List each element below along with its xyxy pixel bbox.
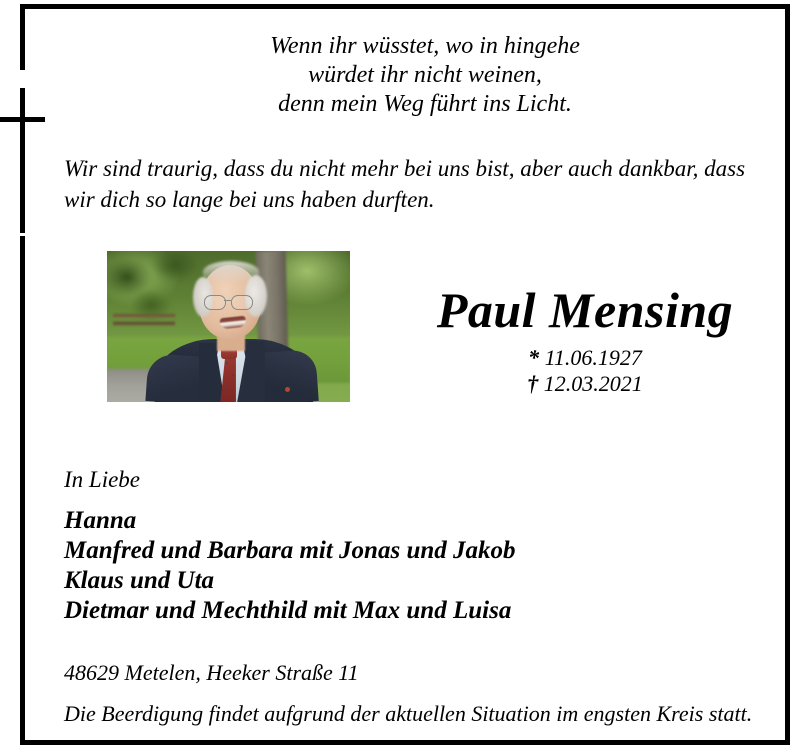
cross-icon-arm <box>0 117 45 122</box>
death-date-line <box>400 371 770 397</box>
mourner-line: Hanna <box>64 507 137 534</box>
death-date-value: 12.03.2021 <box>543 371 643 396</box>
photo-lapel-pin <box>285 387 290 392</box>
frame-border-right <box>785 4 790 745</box>
birth-date-value: 11.06.1927 <box>544 345 642 370</box>
mourners-list <box>64 506 516 626</box>
verse-line-3: denn mein Weg führt ins Licht. <box>278 91 572 117</box>
frame-border-left-lower <box>20 236 25 745</box>
mourner-line: Dietmar und Mechthild mit Max und Luisa <box>64 597 512 624</box>
gratitude-paragraph: Wir sind traurig, dass du nicht mehr bei uns bist, aber auch dankbar, dass wir dich so lange bei uns haben durften. <box>64 156 746 212</box>
address-line: 48629 Metelen, Heeker Straße 11 <box>64 660 359 685</box>
photo-suit-shoulder-left <box>145 353 206 402</box>
deceased-portrait-photo <box>107 251 350 402</box>
mourner-line: Klaus und Uta <box>64 567 215 594</box>
photo-park-bench <box>113 309 175 335</box>
deceased-name: Paul Mensing <box>436 282 734 338</box>
photo-suit-shoulder-right <box>257 349 318 402</box>
verse-line-2: würdet ihr nicht weinen, <box>308 62 542 88</box>
verse-line-1: Wenn ihr wüsstet, wo in hingehe <box>270 33 580 59</box>
photo-eyeglass-bridge <box>224 300 231 301</box>
life-dates <box>400 345 770 397</box>
funeral-note: Die Beerdigung findet aufgrund der aktuellen Situation im engsten Kreis statt. <box>64 701 753 726</box>
frame-border-left-upper <box>20 4 25 70</box>
mourner-line: Manfred und Barbara mit Jonas und Jakob <box>64 537 516 564</box>
memorial-verse <box>165 32 685 119</box>
birth-star-icon: * <box>528 345 540 370</box>
photo-eyeglass-lens-right <box>231 295 253 310</box>
photo-eyeglass-lens-left <box>204 295 226 310</box>
frame-border-top <box>20 4 790 9</box>
frame-border-bottom <box>20 740 790 745</box>
mourners-intro: In Liebe <box>64 467 141 492</box>
death-cross-icon: † <box>527 371 539 396</box>
cross-icon-stem <box>20 88 25 233</box>
birth-date-line <box>400 345 770 371</box>
